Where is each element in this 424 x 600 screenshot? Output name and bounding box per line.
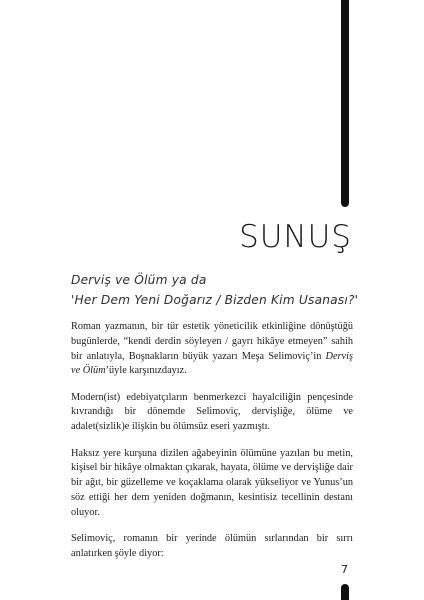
paragraph-1 xyxy=(71,320,353,379)
paragraph-4: Selimoviç, romanın bir yerinde ölümün sırlarından bir sırrı anlatırken şöyle diyor: xyxy=(71,533,353,559)
subtitle xyxy=(71,270,371,310)
subtitle-line-1: Derviş ve Ölüm ya da xyxy=(71,273,207,287)
paragraph-2: Modern(ist) edebiyatçıların benmerkezci hayalciliğin pençesinde kıvrandığı bir dönemde Selimoviç, dervişliğe, ölüme ve adalet(sizlik)e ilişkin bu ölümsüz eseri yazmıştı. xyxy=(71,391,353,433)
paragraph-1-text-after: ’üyle karşınızdayız. xyxy=(105,365,187,377)
subtitle-line-2: 'Her Dem Yeni Doğarız / Bizden Kim Usanası?' xyxy=(71,293,359,307)
decorative-vertical-bar-bottom xyxy=(341,584,349,600)
page-title: SUNUŞ xyxy=(239,219,352,255)
page-number: 7 xyxy=(341,563,348,576)
paragraph-3: Haksız yere kurşuna dizilen ağabeyinin ölümüne yazılan bu metin, kişisel bir hikâye olmaktan çıkarak, hayata, ölüme ve dervişliğe dair bir ağıt, bir güzelleme ve koçaklama olarak yükseliyor ve Yunus’un söz ettiği her dem yeniden doğmanın, kesintisiz tecellinin destanı oluyor. xyxy=(71,447,353,518)
body-text xyxy=(71,320,353,573)
decorative-vertical-bar-top xyxy=(341,0,349,207)
paragraph-1-text-before: Roman yazmanın, bir tür estetik yöneticilik etkinliğine dönüştüğü bugünlerde, “kendi derdin söyleyen / gayrı hikâye etmeyen” sahih bir anlatıyla, Boşnakların büyük yazarı Meşa Selimoviç’in xyxy=(71,321,353,362)
book-title-italic: Derviş ve Ölüm xyxy=(71,350,353,377)
